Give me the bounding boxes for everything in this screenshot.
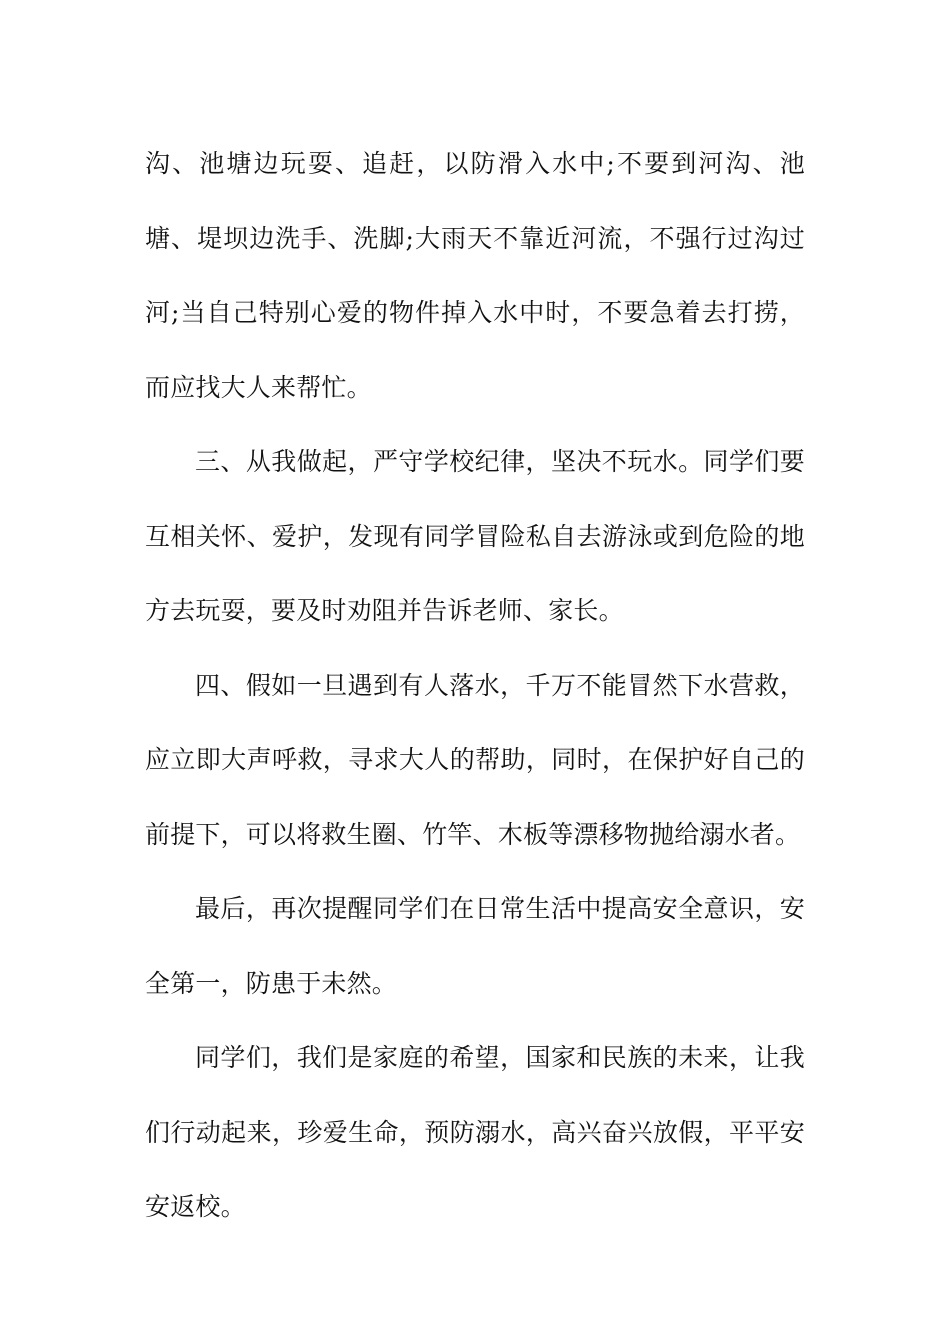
paragraph-point-four: 四、假如一旦遇到有人落水，千万不能冒然下水营救，应立即大声呼救，寻求大人的帮助，同时，在保护好自己的前提下，可以将救生圈、竹竿、木板等漂移物抛给溺水者。 (145, 670, 805, 849)
document-body (145, 127, 805, 1245)
paragraph-point-three: 三、从我做起，严守学校纪律，坚决不玩水。同学们要互相关怀、爱护，发现有同学冒险私自去游泳或到危险的地方去玩耍，要及时劝阻并告诉老师、家长。 (145, 447, 805, 625)
paragraph-final-reminder: 最后，再次提醒同学们在日常生活中提高安全意识，安全第一，防患于未然。 (145, 894, 805, 998)
paragraph-closing: 同学们，我们是家庭的希望，国家和民族的未来，让我们行动起来，珍爱生命，预防溺水，高兴奋兴放假，平平安安返校。 (145, 1043, 805, 1221)
paragraph-continuation: 沟、池塘边玩耍、追赶，以防滑入水中;不要到河沟、池塘、堤坝边洗手、洗脚;大雨天不靠近河流，不强行过沟过河;当自己特别心爱的物件掉入水中时，不要急着去打捞，而应找大人来帮忙。 (145, 149, 805, 402)
